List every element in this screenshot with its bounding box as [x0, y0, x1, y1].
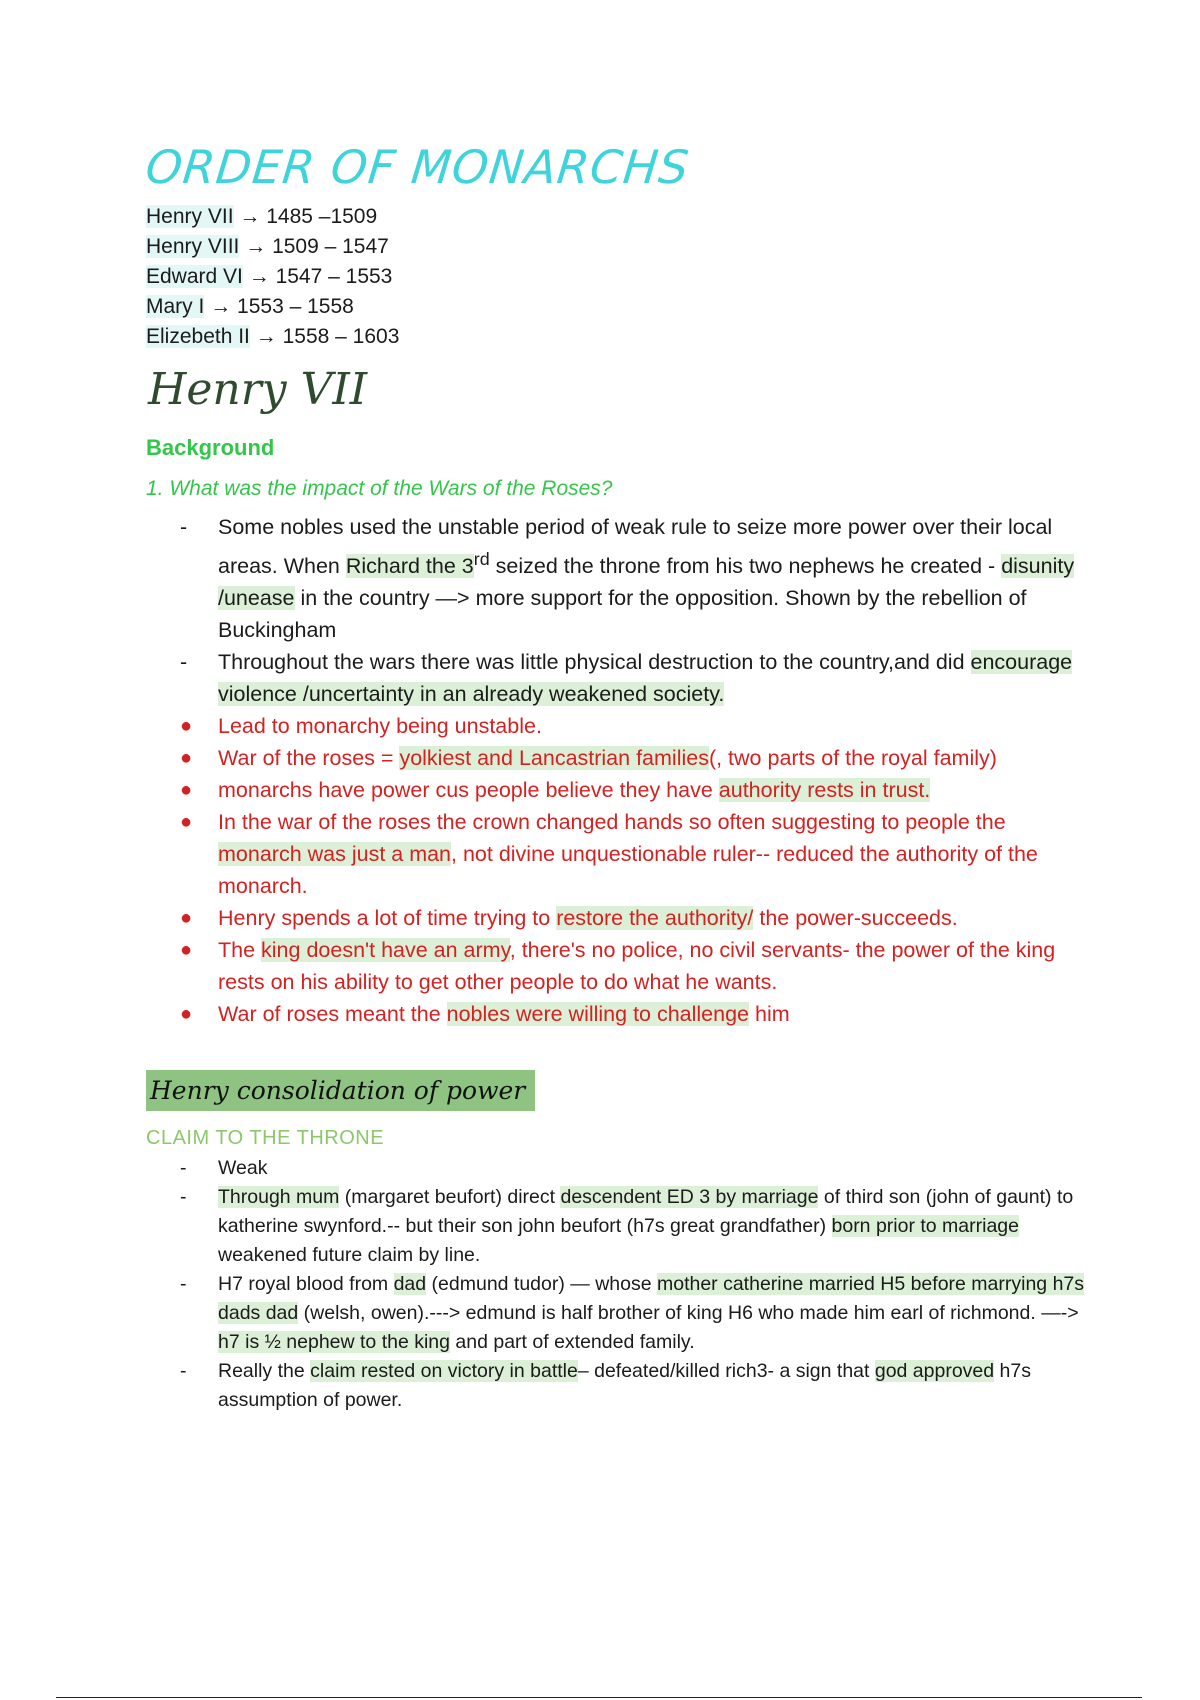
list-item: ● In the war of the roses the crown changed hands so often suggesting to people the monarch was just a man, not divine unquestionable ruler-- reduced the authority of the monarch.	[146, 806, 1086, 902]
arrow: →	[239, 205, 261, 228]
arrow: →	[255, 325, 277, 348]
list-item: - Through mum (margaret beufort) direct descendent ED 3 by marriage of third son (john of gaunt) to katherine swynford.-- but their son john beufort (h7s great grandfather) born prior to marriage weakened future claim by line.	[146, 1183, 1086, 1270]
notes-list	[146, 511, 1086, 1030]
arrow: →	[245, 235, 267, 258]
monarch-years: 1558 – 1603	[282, 325, 400, 348]
bullet-marker: ●	[180, 907, 193, 930]
background-heading: Background	[146, 435, 275, 460]
bullet-marker: ●	[180, 747, 193, 770]
claim-heading: CLAIM TO THE THRONE	[146, 1127, 385, 1150]
arrow: →	[248, 265, 270, 288]
consolidation-heading: Henry consolidation of power	[146, 1070, 535, 1111]
page-title: ORDER OF MONARCHS	[143, 140, 693, 194]
monarch-years: 1553 – 1558	[237, 295, 354, 318]
bullet-marker: ●	[180, 715, 193, 738]
king-heading: Henry VII	[148, 364, 368, 415]
list-item: - Some nobles used the unstable period of weak rule to seize more power over their local areas. When Richard the 3rd seized the throne from his two nephews he created - disunity /unease in the country —> more support for the opposition. Shown by the rebellion of Buckingham	[146, 511, 1086, 646]
dash-marker: -	[180, 1157, 187, 1180]
list-item: ● Lead to monarchy being unstable.	[146, 710, 1086, 742]
bullet-marker: ●	[180, 1003, 193, 1026]
list-item: ● Henry spends a lot of time trying to restore the authority/ the power-succeeds.	[146, 902, 1086, 934]
claim-list	[146, 1154, 1086, 1415]
list-item: ● War of roses meant the nobles were willing to challenge him	[146, 998, 1086, 1030]
monarch-name: Henry VIII	[146, 235, 240, 258]
dash-marker: -	[180, 515, 188, 539]
question-heading: 1. What was the impact of the Wars of the Roses?	[146, 477, 613, 500]
monarch-name: Elizebeth II	[146, 325, 250, 348]
bullet-marker: ●	[180, 779, 193, 802]
monarch-row	[146, 232, 1086, 262]
monarch-years: 1547 – 1553	[275, 265, 393, 288]
monarch-row	[146, 262, 1086, 292]
list-item: - Really the claim rested on victory in battle– defeated/killed rich3- a sign that god approved h7s assumption of power.	[146, 1357, 1086, 1415]
list-item: - H7 royal blood from dad (edmund tudor) — whose mother catherine married H5 before marrying h7s dads dad (welsh, owen).---> edmund is half brother of king H6 who made him earl of richmond. —-> h7 is ½ nephew to the king and part of extended family.	[146, 1270, 1086, 1357]
monarch-row	[146, 202, 1086, 232]
monarch-years: 1509 – 1547	[272, 235, 389, 258]
monarch-row	[146, 322, 1086, 352]
list-item: - Throughout the wars there was little physical destruction to the country,and did encourage violence /uncertainty in an already weakened society.	[146, 646, 1086, 710]
footer-divider	[56, 1697, 1142, 1698]
arrow: →	[210, 295, 232, 318]
list-item: - Weak	[146, 1154, 1086, 1183]
monarch-name: Mary I	[146, 295, 205, 318]
monarch-row	[146, 292, 1086, 322]
dash-marker: -	[180, 1273, 187, 1296]
list-item: ● The king doesn't have an army, there's no police, no civil servants- the power of the king rests on his ability to get other people to do what he wants.	[146, 934, 1086, 998]
monarch-years: 1485 –1509	[266, 205, 378, 228]
monarch-list	[146, 202, 1086, 352]
document-page	[143, 140, 1086, 1415]
monarch-name: Henry VII	[146, 205, 234, 228]
bullet-marker: ●	[180, 811, 193, 834]
bullet-marker: ●	[180, 939, 193, 962]
dash-marker: -	[180, 650, 188, 675]
list-item: ● monarchs have power cus people believe they have authority rests in trust.	[146, 774, 1086, 806]
list-item: ● War of the roses = yolkiest and Lancastrian families(, two parts of the royal family)	[146, 742, 1086, 774]
monarch-name: Edward VI	[146, 265, 243, 288]
dash-marker: -	[180, 1360, 187, 1383]
dash-marker: -	[180, 1186, 187, 1209]
